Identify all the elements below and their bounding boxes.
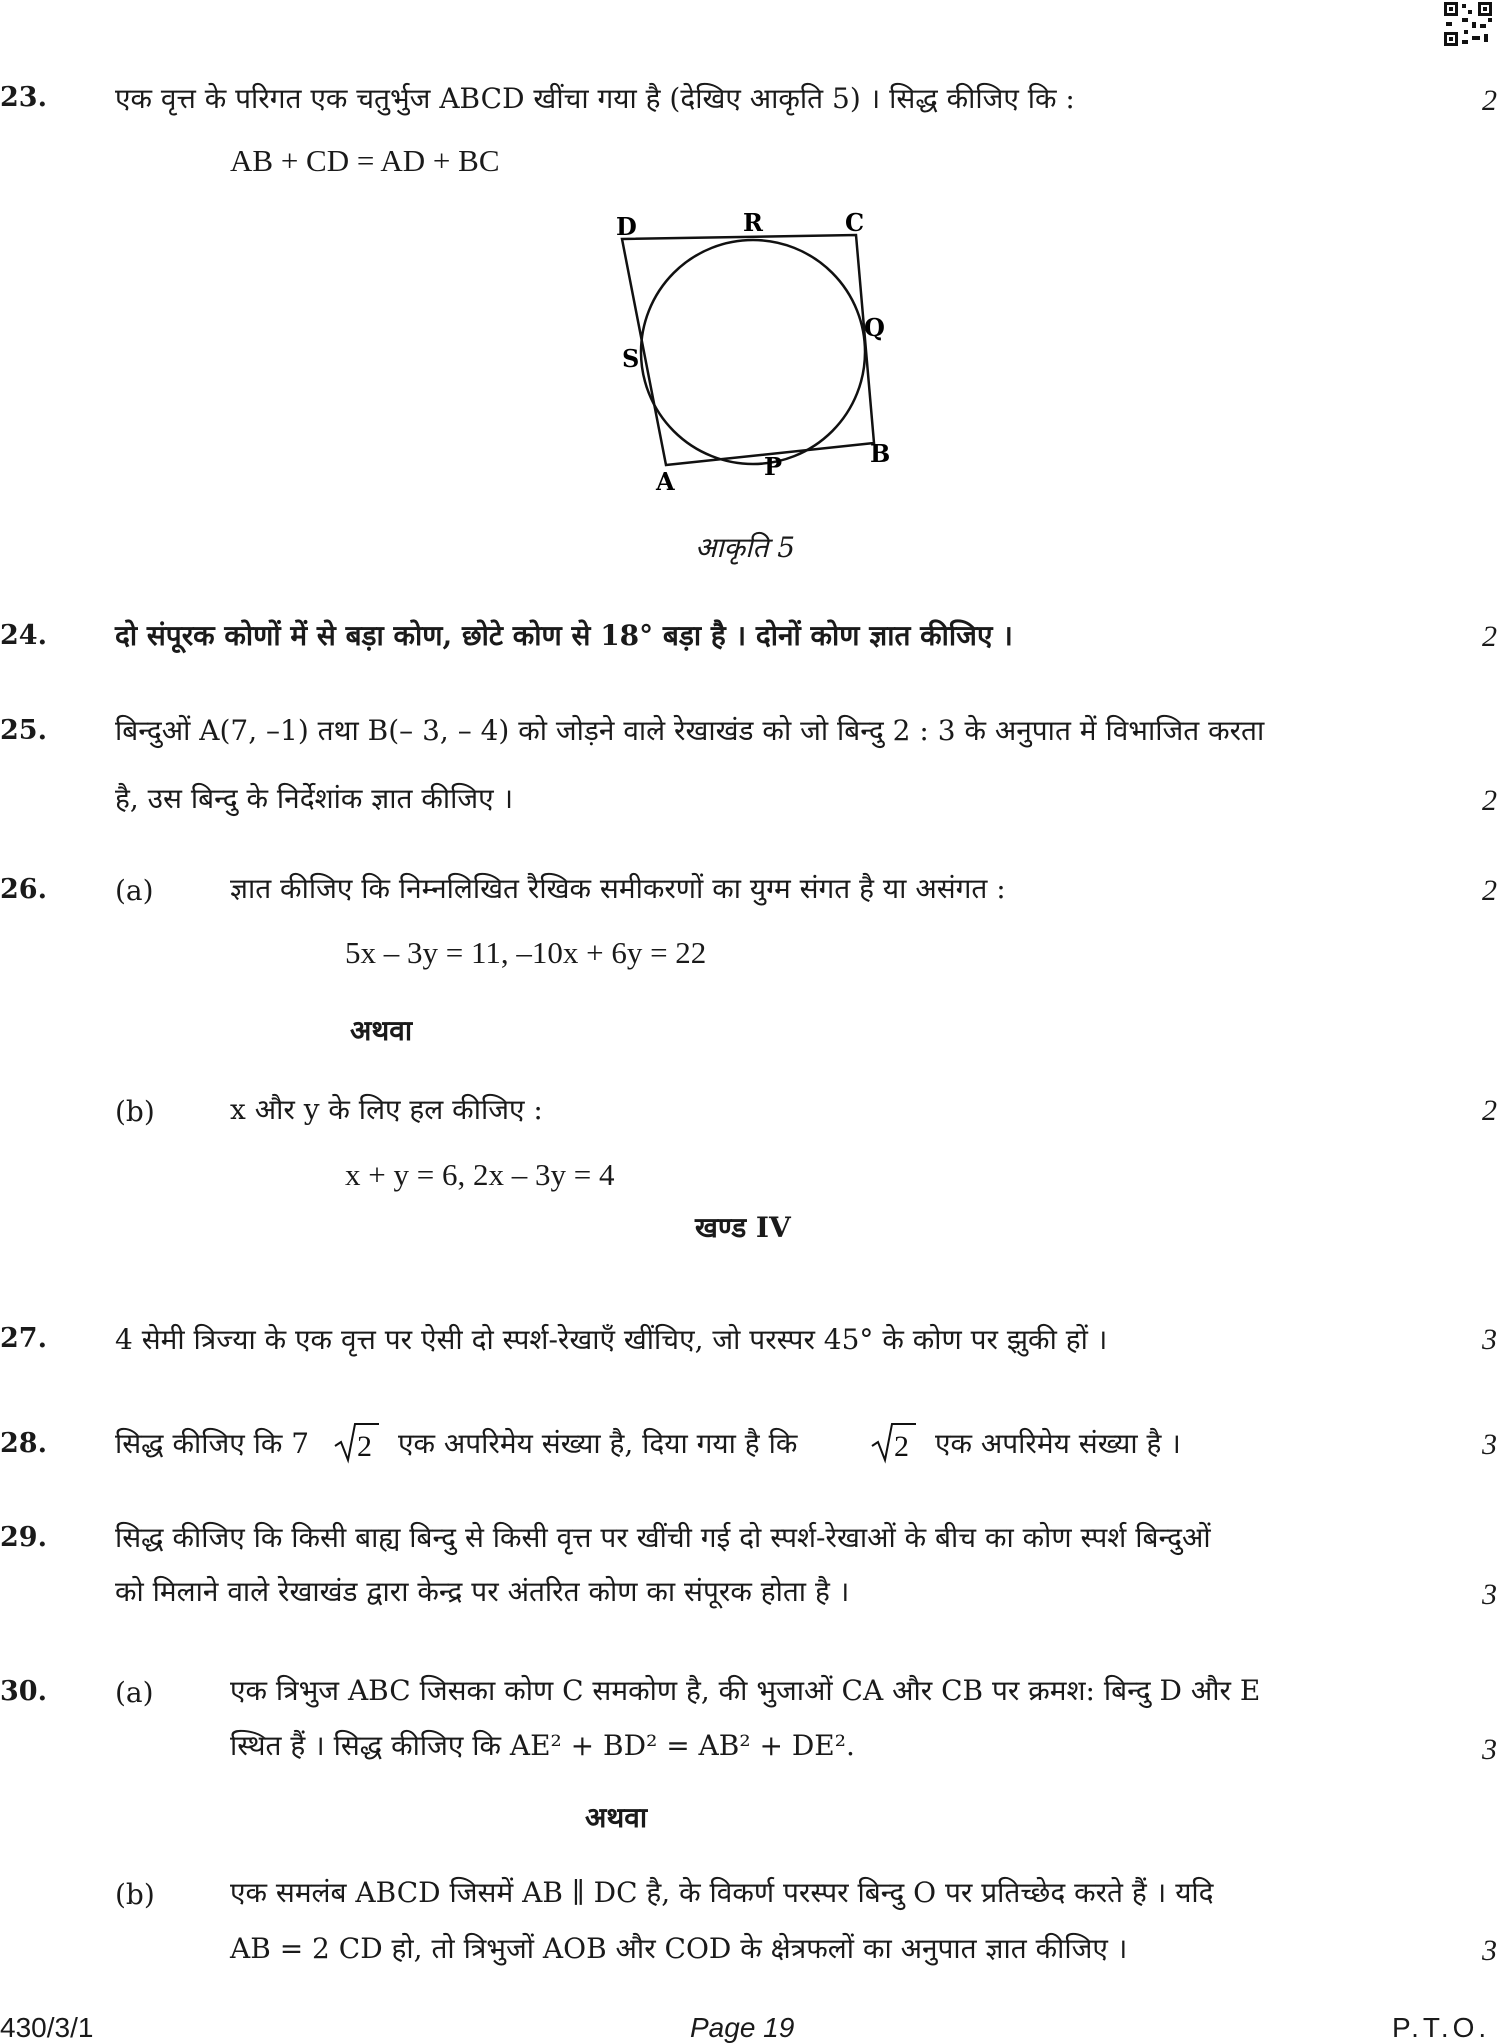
- svg-text:2: 2: [357, 1430, 372, 1463]
- marks: 3: [1482, 1428, 1497, 1461]
- point-label-p: P: [764, 452, 783, 481]
- question-text-line2: है, उस बिन्दु के निर्देशांक ज्ञात कीजिए ।: [115, 782, 514, 815]
- part-label: (b): [115, 1878, 155, 1911]
- question-text: x और y के लिए हल कीजिए :: [230, 1093, 543, 1126]
- sqrt2-symbol: [870, 1420, 916, 1464]
- question-number: 26.: [0, 874, 47, 905]
- equation: AB + CD = AD + BC: [230, 143, 500, 178]
- question-text-line1: सिद्ध कीजिए कि किसी बाह्य बिन्दु से किसी वृत्त पर खींची गई दो स्पर्श-रेखाओं के बीच का कोण स्पर्श बिन्दुओं: [115, 1521, 1211, 1554]
- section-title: खण्ड IV: [695, 1211, 791, 1244]
- question-number: 27.: [0, 1323, 47, 1354]
- vertex-label-a: A: [656, 467, 675, 496]
- question-text: दो संपूरक कोणों में से बड़ा कोण, छोटे कोण से 18° बड़ा है । दोनों कोण ज्ञात कीजिए ।: [115, 619, 1013, 652]
- question-text-line1: एक त्रिभुज ABC जिसका कोण C समकोण है, की भुजाओं CA और CB पर क्रमश: बिन्दु D और E: [230, 1674, 1261, 1707]
- question-text-line2: स्थित हैं । सिद्ध कीजिए कि AE² + BD² = AB² + DE².: [230, 1729, 855, 1762]
- equation: 5x – 3y = 11, –10x + 6y = 22: [345, 935, 707, 970]
- question-text-line1: बिन्दुओं A(7, –1) तथा B(– 3, – 4) को जोड़ने वाले रेखाखंड को जो बिन्दु 2 : 3 के अनुपात में विभाजित करता: [115, 714, 1265, 747]
- marks: 2: [1482, 1094, 1497, 1127]
- question-number: 25.: [0, 715, 47, 746]
- marks: 2: [1482, 84, 1497, 117]
- sqrt2-symbol: [333, 1420, 379, 1464]
- marks: 3: [1482, 1323, 1497, 1356]
- question-number: 29.: [0, 1522, 47, 1553]
- qr-code-icon: [1442, 0, 1494, 48]
- figure-caption: आकृति 5: [695, 531, 796, 564]
- question-number: 24.: [0, 620, 47, 651]
- part-label: (a): [115, 874, 154, 907]
- svg-text:2: 2: [894, 1430, 909, 1463]
- question-text-line2: AB = 2 CD हो, तो त्रिभुजों AOB और COD के क्षेत्रफलों का अनुपात ज्ञात कीजिए ।: [230, 1932, 1128, 1965]
- part-label: (b): [115, 1095, 155, 1128]
- question-text-part1: सिद्ध कीजिए कि 7: [115, 1427, 310, 1460]
- page-number: Page 19: [690, 2012, 795, 2043]
- question-text: 4 सेमी त्रिज्या के एक वृत्त पर ऐसी दो स्पर्श-रेखाएँ खींचिए, जो परस्पर 45° के कोण पर झुकी हों ।: [115, 1323, 1108, 1356]
- vertex-label-b: B: [870, 439, 891, 468]
- paper-code: 430/3/1: [0, 2012, 94, 2043]
- question-text-part2: एक अपरिमेय संख्या है, दिया गया है कि: [398, 1427, 798, 1460]
- question-text-line2: को मिलाने वाले रेखाखंड द्वारा केन्द्र पर अंतरित कोण का संपूरक होता है ।: [115, 1575, 850, 1608]
- marks: 3: [1482, 1934, 1497, 1967]
- point-label-q: Q: [864, 313, 885, 342]
- part-label: (a): [115, 1676, 154, 1709]
- question-text: एक वृत्त के परिगत एक चतुर्भुज ABCD खींचा गया है (देखिए आकृति 5) । सिद्ध कीजिए कि :: [115, 82, 1075, 115]
- marks: 3: [1482, 1733, 1497, 1766]
- question-text-part3: एक अपरिमेय संख्या है ।: [935, 1427, 1181, 1460]
- question-text: ज्ञात कीजिए कि निम्नलिखित रैखिक समीकरणों का युग्म संगत है या असंगत :: [230, 872, 1006, 905]
- marks: 2: [1482, 874, 1497, 907]
- point-label-r: R: [743, 208, 763, 237]
- marks: 2: [1482, 784, 1497, 817]
- vertex-label-c: C: [845, 208, 865, 237]
- vertex-label-d: D: [616, 212, 637, 241]
- marks: 3: [1482, 1578, 1497, 1611]
- figure-5-diagram: [600, 205, 910, 505]
- question-number: 28.: [0, 1428, 47, 1459]
- or-separator: अथवा: [585, 1801, 648, 1834]
- question-number: 23.: [0, 82, 47, 113]
- equation: x + y = 6, 2x – 3y = 4: [345, 1157, 615, 1192]
- point-label-s: S: [622, 344, 640, 373]
- marks: 2: [1482, 620, 1497, 653]
- or-separator: अथवा: [350, 1014, 413, 1047]
- question-text-line1: एक समलंब ABCD जिसमें AB ∥ DC है, के विकर्ण परस्पर बिन्दु O पर प्रतिच्छेद करते हैं । यदि: [230, 1876, 1214, 1909]
- pto-label: P.T.O.: [1392, 2012, 1491, 2043]
- question-number: 30.: [0, 1676, 47, 1707]
